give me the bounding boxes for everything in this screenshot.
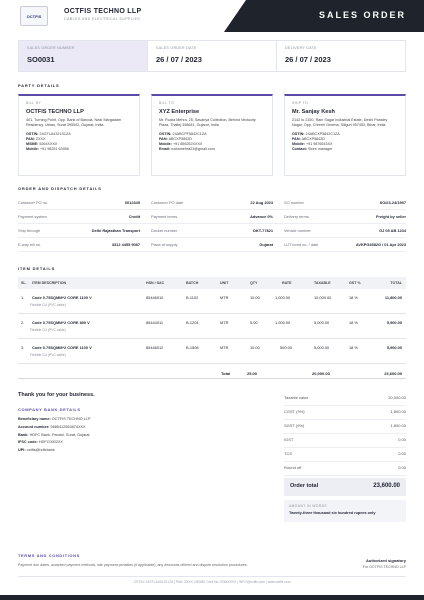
footer-bar	[0, 595, 424, 600]
cell-taxable: 5,000.00	[314, 320, 330, 325]
summary-table	[284, 392, 406, 476]
signatory-company: For OCTFIS TECHNO LLP	[362, 565, 406, 569]
summary-row: TCS 0.00	[284, 448, 406, 462]
bill-to-address: Mr. Rudra Mehra, 25, Savariya Collection, Behind Vectocity Plaza, Thaltej 358641, Gujarat, India	[159, 118, 256, 127]
ship-to-pan: PAN: ABCXP5842D	[292, 137, 325, 141]
cell-rate: 1,000.00	[275, 320, 291, 325]
bill-to-pan: PAN: ABCXP5842D	[159, 137, 192, 141]
cell-qty: 10.00	[250, 295, 260, 300]
order-date: 26 / 07 / 2023	[156, 55, 202, 64]
company-name: OCTFIS TECHNO LLP	[64, 8, 142, 15]
od-value: Advance 0%	[250, 214, 273, 219]
od-label: Payment system	[18, 214, 47, 219]
cell-sl: 2.	[21, 320, 25, 325]
order-number-cell	[19, 41, 148, 71]
od-value: Credit	[128, 214, 140, 219]
cell-description-sub: Flexible CU (PVC cable)	[30, 303, 66, 307]
total-qty: 25.00	[247, 370, 258, 376]
total-amount: 23,600.00	[384, 370, 402, 376]
od-label: SO number	[284, 200, 304, 205]
company-tagline: CABLES AND ELECTRICAL SUPPLIES	[64, 17, 141, 21]
table-row	[18, 315, 406, 339]
ship-to-name: Mr. Sanjay Kesh	[292, 109, 335, 115]
od-value: 0012345	[124, 200, 140, 205]
od-value: SO/23-24/1997	[379, 200, 406, 205]
cell-batch: B-1204	[186, 320, 199, 325]
od-label: E-way bill no.	[18, 242, 42, 247]
od-label: Ship through	[18, 228, 41, 233]
cell-taxable: 10,000.00	[314, 295, 332, 300]
bill-by-msme: MSME: 5264XXXX	[26, 142, 58, 146]
bill-by-name: OCTFIS TECHNO LLP	[26, 109, 84, 115]
cell-unit: MTR	[220, 295, 229, 300]
company-logo: OCTFIS	[20, 6, 48, 26]
col-header: RATE	[282, 280, 292, 285]
signatory-title: Authorized signatory	[365, 558, 406, 563]
col-header: ITEM DESCRIPTION	[32, 280, 67, 285]
delivery-date-label: DELIVERY DATE	[285, 46, 317, 50]
bank-line: Bank: HDFC Bank, Pandol, Surat, Gujarat	[18, 432, 90, 437]
bill-to-gstin: GSTIN: 24ABCPF5842C1ZA	[159, 132, 207, 136]
od-value: Freight by seller	[375, 214, 406, 219]
col-header: HSN / SAC	[146, 280, 165, 285]
od-label: Customer PO date	[151, 200, 184, 205]
col-header: GST %	[349, 280, 361, 285]
od-label: Payment terms	[151, 214, 178, 219]
bill-by-card	[18, 94, 140, 176]
cell-hsn: 85446012	[146, 345, 164, 350]
cell-qty: 5.00	[250, 320, 258, 325]
order-date-cell	[148, 41, 277, 71]
items-table-header	[18, 277, 406, 289]
summary-row: CGST (9%) 1,800.00	[284, 406, 406, 420]
order-total-value: 23,600.00	[373, 483, 400, 489]
cell-total: 11,800.00	[384, 295, 402, 300]
order-date-label: SALES ORDER DATE	[156, 46, 197, 50]
header	[0, 0, 424, 32]
footer-info: GSTIN: 24GTLA4321S1ZA | PAN: ZXXX | MSME Certi No: 5264XXXX | INFO@octfis.com | www.octfis.com	[18, 576, 406, 584]
thank-you-note: Thank you for your business.	[18, 392, 95, 398]
bill-by-label: BILL BY	[26, 101, 42, 105]
ship-to-gstin: GSTIN: 24ABCXP5842C1ZA	[292, 132, 340, 136]
cell-description-sub: Flexible CU (PVC cable)	[30, 353, 66, 357]
ship-to-card	[284, 94, 406, 176]
cell-description: Code 0.75SQMM*2 CORE 800 V	[32, 320, 90, 325]
terms-text: Payment due dates, accepted payment methods, late payment penalties (if applicable), any discounts offered and dispute resolution procedures.	[18, 563, 248, 567]
amount-in-words: Twenty-three thousand six hundred rupees only	[289, 511, 376, 515]
od-value: GJ 05 AB 1234	[379, 228, 406, 233]
summary-row: SGST (9%) 1,800.00	[284, 420, 406, 434]
bill-by-pan: PAN: ZXXX	[26, 137, 46, 141]
terms-title: TERMS AND CONDITIONS	[18, 553, 80, 558]
cell-gst: 18 %	[349, 295, 358, 300]
total-label: Total	[221, 370, 231, 376]
cell-description-sub: Flexible CU (PVC cable)	[30, 328, 66, 332]
summary-row: Round off 0.00	[284, 462, 406, 476]
od-label: Docket number	[151, 228, 178, 233]
bank-line: Beneficiary name: OCTFIS TECHNO LLP	[18, 417, 91, 421]
bill-to-mobile: Mobile: +91 856252XXXX	[159, 142, 203, 146]
table-row	[18, 290, 406, 314]
od-label: LUT bond no. / date	[284, 242, 319, 247]
total-taxable: 20,000.00	[312, 370, 330, 376]
cell-total: 5,900.00	[386, 320, 402, 325]
order-details	[18, 197, 406, 251]
bank-details-title: COMPANY BANK DETAILS	[18, 407, 81, 412]
bill-to-name: XYZ Enterprise	[159, 109, 200, 115]
ship-to-label: SHIP TO	[292, 101, 309, 105]
cell-batch: B-1102	[186, 295, 199, 300]
bank-details	[18, 416, 91, 455]
od-value: Gujarat	[259, 242, 273, 247]
order-total-box	[284, 478, 406, 496]
od-label: Place of supply	[151, 242, 178, 247]
cell-gst: 18 %	[349, 320, 358, 325]
bank-line: IFSC code: HDFC0002XX	[18, 440, 63, 445]
ship-to-contact: Contact: Store manager	[292, 147, 333, 151]
delivery-date: 26 / 07 / 2023	[285, 55, 331, 64]
bill-by-address: 401, Turning Point, Opp. Bank of Baroda, Near Margadam Residency, Uttran, Surat 395002, Gujarat, India	[26, 118, 122, 127]
bill-to-label: BILL TO	[159, 101, 175, 105]
order-section-title: ORDER AND DISPATCH DETAILS	[18, 186, 102, 191]
cell-sl: 1.	[21, 295, 25, 300]
bank-line: Account number: 5685412563874XXX	[18, 424, 86, 429]
ship-to-address: 2142 to 2150, Ram Sagar Industrial Estate, Deshi Pansley Nagar, Opp. Chhrmi Cinema, Siliguri 957453, Bihar, India	[292, 118, 388, 127]
cell-unit: MTR	[220, 345, 229, 350]
order-number-label: SALES ORDER NUMBER	[27, 46, 75, 50]
document-title: SALES ORDER	[318, 10, 406, 20]
table-row	[18, 340, 406, 364]
cell-total: 5,900.00	[386, 345, 402, 350]
col-header: QTY	[250, 280, 258, 285]
col-header: UNIT	[220, 280, 229, 285]
od-value: 3312 4455 9087	[111, 242, 140, 247]
cell-batch: B-1508	[186, 345, 199, 350]
ship-to-mobile: Mobile: +91 9876543XX	[292, 142, 333, 146]
cell-unit: MTR	[220, 320, 229, 325]
amount-in-words-box	[284, 500, 406, 522]
cell-taxable: 5,000.00	[314, 345, 330, 350]
summary-row: IGST 0.00	[284, 434, 406, 448]
od-label: Customer PO no.	[18, 200, 49, 205]
bank-line: UPI: octfis@hdfcbank	[18, 448, 55, 453]
od-value: 22 Aug 2023	[250, 200, 273, 205]
bill-to-email: Email: rudramehra23@gmail.com	[159, 147, 215, 151]
cell-hsn: 85444011	[146, 320, 164, 325]
od-value: AVKPG4582G / 01 Apr 2023	[355, 242, 406, 247]
col-header: TOTAL	[390, 280, 402, 285]
order-total-label: Order total	[290, 483, 319, 489]
order-meta	[18, 40, 406, 72]
party-section-title: PARTY DETAILS	[18, 83, 60, 88]
cell-rate: 1,000.00	[275, 295, 291, 300]
cell-gst: 18 %	[349, 345, 358, 350]
col-header: SL.	[21, 280, 27, 285]
cell-sl: 3.	[21, 345, 25, 350]
items-section-title: ITEM DETAILS	[18, 266, 56, 271]
delivery-date-cell	[277, 41, 405, 71]
order-number: SO0031	[27, 55, 55, 64]
cell-qty: 10.00	[250, 345, 260, 350]
bill-by-mobile: Mobile: +91 98251 63956	[26, 147, 69, 151]
items-total-row	[18, 367, 406, 379]
col-header: BATCH	[186, 280, 199, 285]
od-value: DKT-77821	[253, 228, 273, 233]
summary-row: Taxable value 20,000.00	[284, 392, 406, 406]
od-value: Delhi Rajasthan Transport	[91, 228, 140, 233]
od-label: Delivery terms	[284, 214, 309, 219]
cell-hsn: 85446010	[146, 295, 164, 300]
col-header: TAXABLE	[314, 280, 331, 285]
cell-rate: 500.00	[280, 345, 292, 350]
bill-to-card	[151, 94, 273, 176]
amount-in-words-label: AMOUNT IN WORDS	[289, 504, 327, 508]
bill-by-gstin: GSTIN: 24GTLA4321S1ZA	[26, 132, 71, 136]
cell-description: Code 0.75SQMM*2 CORE 1100 V	[32, 295, 92, 300]
cell-description: Code 0.75SQMM*2 CORE 1100 V	[32, 345, 92, 350]
od-label: Vehicle number	[284, 228, 311, 233]
